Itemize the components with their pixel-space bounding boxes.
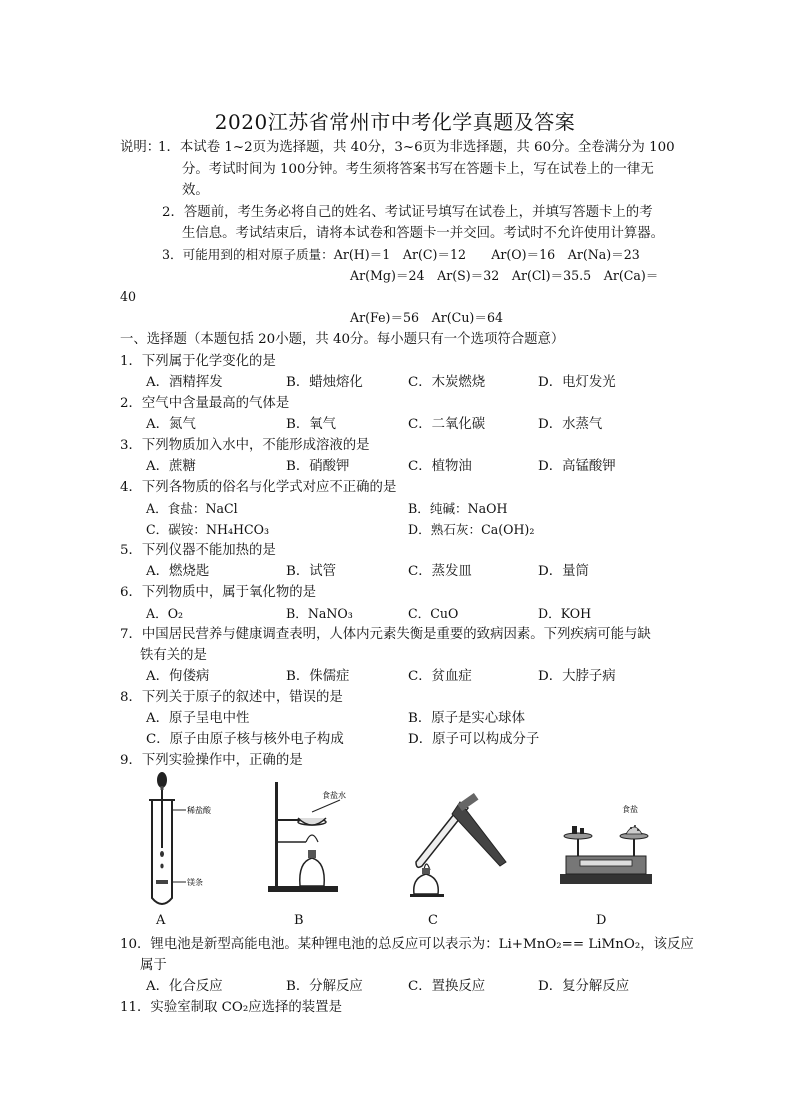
q8-option-d: D．原子可以构成分子 [408,732,540,747]
q5-option-b: B．试管 [286,564,337,579]
q6-stem: 6．下列物质中，属于氧化物的是 [120,585,316,600]
figure-b-evaporation-setup [262,770,362,900]
q6-option-c: C．CuO [408,606,459,621]
q1-option-b: B．蜡烛熔化 [286,375,363,390]
q1-option-a: A．酒精挥发 [146,375,223,390]
figure-b-label-salt-water: 食盐水 [322,791,346,800]
q10-option-d: D．复分解反应 [538,979,630,994]
figure-c-caption: C [428,913,438,928]
q3-option-c: C．植物油 [408,459,472,474]
q1-option-c: C．木炭燃烧 [408,375,486,390]
q3-option-a: A．蔗糖 [146,459,196,474]
q6-option-d: D．KOH [538,606,592,621]
q4-option-a: A．食盐：NaCl [146,501,238,516]
q8-option-c: C．原子由原子核与核外电子构成 [146,732,344,747]
note-3-line-1: 3．可能用到的相对原子质量：Ar(H)＝1 Ar(C)＝12 Ar(O)＝16 Ar(Na)＝23 [162,247,640,262]
note-1-line-1: 1．本试卷 1~2页为选择题，共 40分，3~6页为非选择题，共 60分。全卷满分为 100 [158,140,675,155]
note-1-line-3: 效。 [182,183,209,198]
figure-a-label-mg: 镁条 [187,878,203,887]
q4-option-d: D．熟石灰：Ca(OH)₂ [408,522,535,537]
q7-stem: 7．中国居民营养与健康调查表明，人体内元素失衡是重要的致病因素。下列疾病可能与缺 [120,627,651,642]
figure-b-caption: B [294,913,304,928]
q6-option-b: B．NaNO₃ [286,606,353,621]
notes-label: 说明： [120,140,161,155]
q2-option-c: C．二氧化碳 [408,417,486,432]
q5-option-a: A．燃烧匙 [146,564,210,579]
figure-d-balance [556,770,656,900]
q4-option-b: B．纯碱：NaOH [408,501,508,516]
q4-stem: 4．下列各物质的俗名与化学式对应不正确的是 [120,480,397,495]
note-3-line-3: 40 [120,289,137,304]
figure-a-label-acid: 稀盐酸 [187,806,211,815]
note-2-line-1: 2．答题前，考生务必将自己的姓名、考试证号填写在试卷上，并填写答题卡上的考 [162,205,653,220]
q7-option-a: A．佝偻病 [146,669,210,684]
q7-option-d: D．大脖子病 [538,669,616,684]
q8-option-a: A．原子呈电中性 [146,711,250,726]
page-title: 2020江苏省常州市中考化学真题及答案 [214,110,576,134]
q2-option-a: A．氮气 [146,417,196,432]
note-3-line-4: Ar(Fe)＝56 Ar(Cu)＝64 [350,310,503,325]
q6-option-a: A．O₂ [146,606,184,621]
q3-option-b: B．硝酸钾 [286,459,350,474]
note-3-line-2: Ar(Mg)＝24 Ar(S)＝32 Ar(Cl)＝35.5 Ar(Ca)＝ [350,268,659,283]
q2-option-b: B．氧气 [286,417,337,432]
q1-stem: 1．下列属于化学变化的是 [120,354,276,369]
section-heading: 一、选择题（本题包括 20小题，共 40分。每小题只有一个选项符合题意） [120,332,565,347]
q8-option-b: B．原子是实心球体 [408,711,525,726]
q5-option-d: D．量筒 [538,564,589,579]
figure-d-label-salt: 食盐 [622,805,638,814]
q8-stem: 8．下列关于原子的叙述中，错误的是 [120,690,343,705]
q11-stem: 11．实验室制取 CO₂应选择的装置是 [120,1000,342,1015]
note-1-line-2: 分。考试时间为 100分钟。考生须将答案书写在答题卡上，写在试卷上的一律无 [182,162,654,177]
q10-option-a: A．化合反应 [146,979,223,994]
figure-c-heating-test-tube [402,770,522,900]
q7-option-b: B．侏儒症 [286,669,350,684]
q5-stem: 5．下列仪器不能加热的是 [120,543,276,558]
q10-option-b: B．分解反应 [286,979,363,994]
q10-option-c: C．置换反应 [408,979,486,994]
q1-option-d: D．电灯发光 [538,375,616,390]
figure-d-caption: D [596,913,607,928]
q9-stem: 9．下列实验操作中，正确的是 [120,753,303,768]
q2-stem: 2．空气中含量最高的气体是 [120,396,290,411]
q10-stem: 10．锂电池是新型高能电池。某种锂电池的总反应可以表示为：Li+MnO₂== LiMnO₂，该反应 [120,937,694,952]
q7-stem-continued: 铁有关的是 [140,648,207,663]
q5-option-c: C．蒸发皿 [408,564,472,579]
q4-option-c: C．碳铵：NH₄HCO₃ [146,522,270,537]
q3-stem: 3．下列物质加入水中，不能形成溶液的是 [120,438,370,453]
figure-a-dropper-test-tube [140,770,220,910]
q2-option-d: D．水蒸气 [538,417,603,432]
q10-stem-continued: 属于 [140,958,167,973]
q3-option-d: D．高锰酸钾 [538,459,616,474]
q7-option-c: C．贫血症 [408,669,472,684]
figure-a-caption: A [156,913,166,928]
note-2-line-2: 生信息。考试结束后，请将本试卷和答题卡一并交回。考试时不允许使用计算器。 [182,226,665,241]
